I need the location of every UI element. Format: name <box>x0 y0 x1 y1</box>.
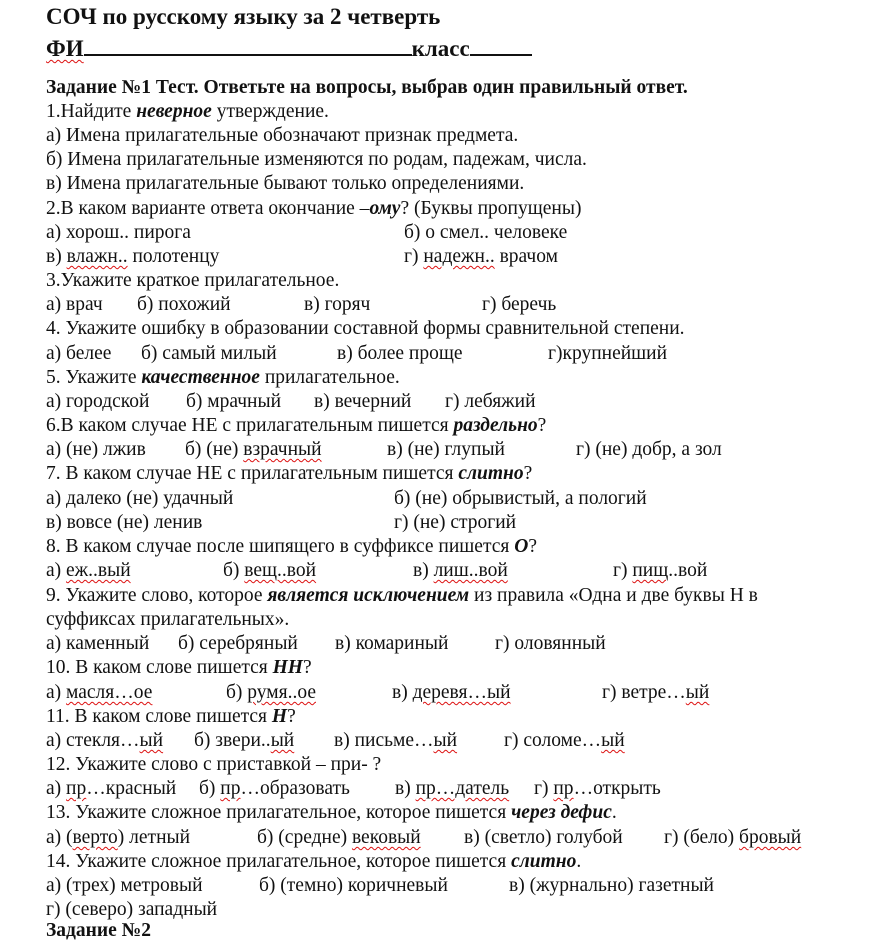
task1-heading <box>46 76 688 100</box>
q10-emphasis: НН <box>272 657 303 678</box>
q9-post: из правила «Одна и две буквы Н в <box>469 585 758 606</box>
q1-post: утверждение. <box>211 101 329 122</box>
q11-b-word: ый <box>270 730 295 751</box>
q3-option-d: г) беречь <box>482 294 557 315</box>
q4-option-b: б) самый милый <box>141 343 277 364</box>
q8-d-post: ..вой <box>668 560 708 581</box>
class-label: класс <box>411 36 470 61</box>
q10-c-word: деревя…ый <box>412 682 511 703</box>
q14-option-d: г) (северо) западный <box>46 899 218 920</box>
q2-option-d <box>404 245 558 269</box>
q5-emphasis: качественное <box>141 367 260 388</box>
q13-pre: 13. Укажите сложное прилагательное, которое пишется <box>46 802 512 823</box>
q14-emphasis: слитно <box>511 851 577 872</box>
q12-option-c <box>395 777 509 801</box>
q12-d-pre: г) <box>534 778 554 799</box>
q13-option-a <box>46 826 190 850</box>
q8-b-word: вещ..вой <box>244 560 317 581</box>
q7-post: ? <box>523 463 533 484</box>
q13-b-word: вековый <box>351 827 421 848</box>
q11-emphasis: Н <box>271 706 288 727</box>
q13-a-post: ) летный <box>117 827 191 848</box>
q12-text: 12. Укажите слово с приставкой – при- ? <box>46 754 382 775</box>
q8-c-pre: в) <box>413 560 434 581</box>
q12-b-word: пр <box>220 778 241 799</box>
question-10 <box>46 656 312 680</box>
q2-c-word: влажн.. <box>66 246 128 267</box>
q12-c-word: пр…датель <box>415 778 510 799</box>
q10-option-d <box>602 681 709 705</box>
q13-option-c: в) (светло) голубой <box>464 827 623 848</box>
q3-option-c: в) горяч <box>304 294 371 315</box>
q14-option-a: а) (трех) метровый <box>46 875 203 896</box>
q2-c-pre: в) <box>46 246 67 267</box>
q2-d-post: врачом <box>494 246 558 267</box>
q11-option-d <box>504 729 625 753</box>
q5-post: прилагательное. <box>259 367 400 388</box>
q3-option-b: б) похожий <box>137 294 231 315</box>
q7-option-a: а) далеко (не) удачный <box>46 488 234 509</box>
q10-pre: 10. В каком слове пишется <box>46 657 273 678</box>
q7-option-b: б) (не) обрывистый, а пологий <box>394 488 647 509</box>
question-5 <box>46 366 400 390</box>
q12-option-b <box>199 777 350 801</box>
q1-c-text: в) Имена прилагательные бывают только определениями. <box>46 173 525 194</box>
q5-option-b: б) мрачный <box>186 391 282 412</box>
q1-pre: 1.Найдите <box>46 101 137 122</box>
q12-d-word: пр <box>553 778 574 799</box>
q11-option-c <box>334 729 457 753</box>
q5-option-a: а) городской <box>46 391 150 412</box>
q4-option-d: г)крупнейший <box>548 343 668 364</box>
q11-b-pre: б) звери.. <box>194 730 271 751</box>
fi-label: ФИ <box>46 36 84 61</box>
q6-option-b <box>185 438 322 462</box>
q3-option-a: а) врач <box>46 294 103 315</box>
q8-b-pre: б) <box>223 560 245 581</box>
q5-option-d: г) лебяжий <box>445 391 536 412</box>
fi-blank <box>84 34 412 56</box>
q13-a-pre: а) ( <box>46 827 73 848</box>
question-3 <box>46 269 339 293</box>
q8-pre: 8. В каком случае после шипящего в суффиксе пишется <box>46 536 515 557</box>
q11-pre: 11. В каком слове пишется <box>46 706 272 727</box>
q2-option-a: а) хорош.. пирога <box>46 222 191 243</box>
task2-heading-cut <box>46 920 151 942</box>
q6-emphasis: раздельно <box>453 415 538 436</box>
q10-b-word: румя..ое <box>247 682 316 703</box>
q1-option-b <box>46 148 587 172</box>
q10-post: ? <box>302 657 312 678</box>
question-12 <box>46 753 381 777</box>
q12-c-pre: в) <box>395 778 416 799</box>
q6-pre: 6.В каком случае НЕ с прилагательным пишется <box>46 415 454 436</box>
page-title <box>46 4 440 30</box>
q8-d-word: пищ <box>632 560 669 581</box>
question-9 <box>46 584 758 608</box>
q8-a-word: еж..вый <box>66 560 131 581</box>
q1-option-a <box>46 124 518 148</box>
q10-a-word: масля…ое <box>66 682 153 703</box>
q9-option-a: а) каменный <box>46 633 150 654</box>
question-11 <box>46 705 296 729</box>
q13-b-pre: б) (средне) <box>257 827 352 848</box>
q7-pre: 7. В каком случае НЕ с прилагательным пишется <box>46 463 459 484</box>
question-8 <box>46 535 537 559</box>
q13-d-word: бровый <box>739 827 802 848</box>
question-13 <box>46 801 617 825</box>
q11-option-b <box>194 729 294 753</box>
q2-option-b: б) о смел.. человеке <box>404 222 568 243</box>
q10-c-pre: в) <box>392 682 413 703</box>
q3-text: 3.Укажите краткое прилагательное. <box>46 270 340 291</box>
q2-pre: 2.В каком варианте ответа окончание – <box>46 198 370 219</box>
q11-post: ? <box>287 706 296 727</box>
q13-d-pre: г) (бело) <box>664 827 740 848</box>
q6-b-word: взрачный <box>243 439 322 460</box>
title-text: СОЧ по русскому языку за 2 четверть <box>46 4 441 29</box>
q11-a-word: ый <box>139 730 164 751</box>
q12-option-d <box>534 777 661 801</box>
q11-c-word: ый <box>433 730 458 751</box>
q10-d-pre: г) ветре… <box>602 682 686 703</box>
q10-option-b <box>226 681 316 705</box>
q2-d-word: надежн.. <box>423 246 495 267</box>
q9-pre: 9. Укажите слово, которое <box>46 585 268 606</box>
q6-b-pre: б) (не) <box>185 439 244 460</box>
q4-option-c: в) более проще <box>337 343 463 364</box>
question-1 <box>46 100 329 124</box>
q13-option-d <box>664 826 801 850</box>
question-14 <box>46 850 581 874</box>
q7-emphasis: слитно <box>458 463 524 484</box>
q6-option-a: а) (не) лжив <box>46 439 146 460</box>
q14-option-b: б) (темно) коричневый <box>259 875 448 896</box>
q12-b-pre: б) <box>199 778 221 799</box>
q8-d-pre: г) <box>613 560 633 581</box>
q7-option-c: в) вовсе (не) ленив <box>46 512 203 533</box>
q14-post: . <box>576 851 582 872</box>
q8-post: ? <box>528 536 537 557</box>
q5-option-c: в) вечерний <box>314 391 412 412</box>
q12-d-post: …открыть <box>573 778 661 799</box>
q11-a-pre: а) стекля… <box>46 730 140 751</box>
q13-option-b <box>257 826 421 850</box>
q10-option-c <box>392 681 511 705</box>
q12-a-pre: а) <box>46 778 67 799</box>
q12-a-word: пр <box>66 778 87 799</box>
class-blank <box>470 34 532 56</box>
q1-b-text: б) Имена прилагательные изменяются по родам, падежам, числа. <box>46 149 587 170</box>
q8-option-b <box>223 559 316 583</box>
q2-emphasis: ому <box>369 198 401 219</box>
q7-option-d: г) (не) строгий <box>394 512 517 533</box>
q8-option-d <box>613 559 707 583</box>
q5-pre: 5. Укажите <box>46 367 142 388</box>
q1-a-text: а) Имена прилагательные обозначают признак предмета. <box>46 125 519 146</box>
q13-emphasis: через дефис <box>511 802 612 823</box>
q8-c-word: лиш..вой <box>433 560 508 581</box>
q1-option-c <box>46 172 524 196</box>
q2-c-post: полотенцу <box>127 246 220 267</box>
q2-d-pre: г) <box>404 246 424 267</box>
q2-option-c <box>46 245 219 269</box>
q4-option-a: а) белее <box>46 343 112 364</box>
q8-a-pre: а) <box>46 560 67 581</box>
q13-a-word: верто <box>72 827 118 848</box>
q6-option-c: в) (не) глупый <box>387 439 505 460</box>
q9-option-d: г) оловянный <box>495 633 606 654</box>
q12-a-post: …красный <box>86 778 177 799</box>
question-2 <box>46 197 581 221</box>
q12-option-a <box>46 777 176 801</box>
question-6 <box>46 414 546 438</box>
q8-option-a <box>46 559 131 583</box>
q6-option-d: г) (не) добр, а зол <box>576 439 722 460</box>
q2-post: ? (Буквы пропущены) <box>400 198 582 219</box>
q13-post: . <box>611 802 617 823</box>
q10-b-pre: б) <box>226 682 248 703</box>
q9-line2-text: суффиксах прилагательных». <box>46 609 290 630</box>
q10-d-word: ый <box>685 682 710 703</box>
task2-heading-text: Задание №2 <box>46 920 152 941</box>
q11-option-a <box>46 729 163 753</box>
question-9-line2 <box>46 608 289 632</box>
q8-option-c <box>413 559 508 583</box>
q6-post: ? <box>537 415 547 436</box>
question-4 <box>46 317 685 341</box>
q14-pre: 14. Укажите сложное прилагательное, которое пишется <box>46 851 512 872</box>
q9-option-b: б) серебряный <box>178 633 298 654</box>
task1-heading-text: Задание №1 Тест. Ответьте на вопросы, выбрав один правильный ответ. <box>46 77 688 98</box>
q14-option-c: в) (журнально) газетный <box>509 875 714 896</box>
q1-emphasis: неверное <box>136 101 212 122</box>
q8-emphasis: О <box>514 536 529 557</box>
q10-option-a <box>46 681 152 705</box>
q12-b-post: …образовать <box>240 778 350 799</box>
q11-c-pre: в) письме… <box>334 730 434 751</box>
q10-a-pre: а) <box>46 682 67 703</box>
q9-emphasis: является исключением <box>267 585 470 606</box>
name-class-row <box>46 34 532 62</box>
q11-d-pre: г) соломе… <box>504 730 602 751</box>
q9-option-c: в) комариный <box>335 633 449 654</box>
question-7 <box>46 462 532 486</box>
q11-d-word: ый <box>601 730 625 751</box>
q4-text: 4. Укажите ошибку в образовании составной формы сравнительной степени. <box>46 318 685 339</box>
